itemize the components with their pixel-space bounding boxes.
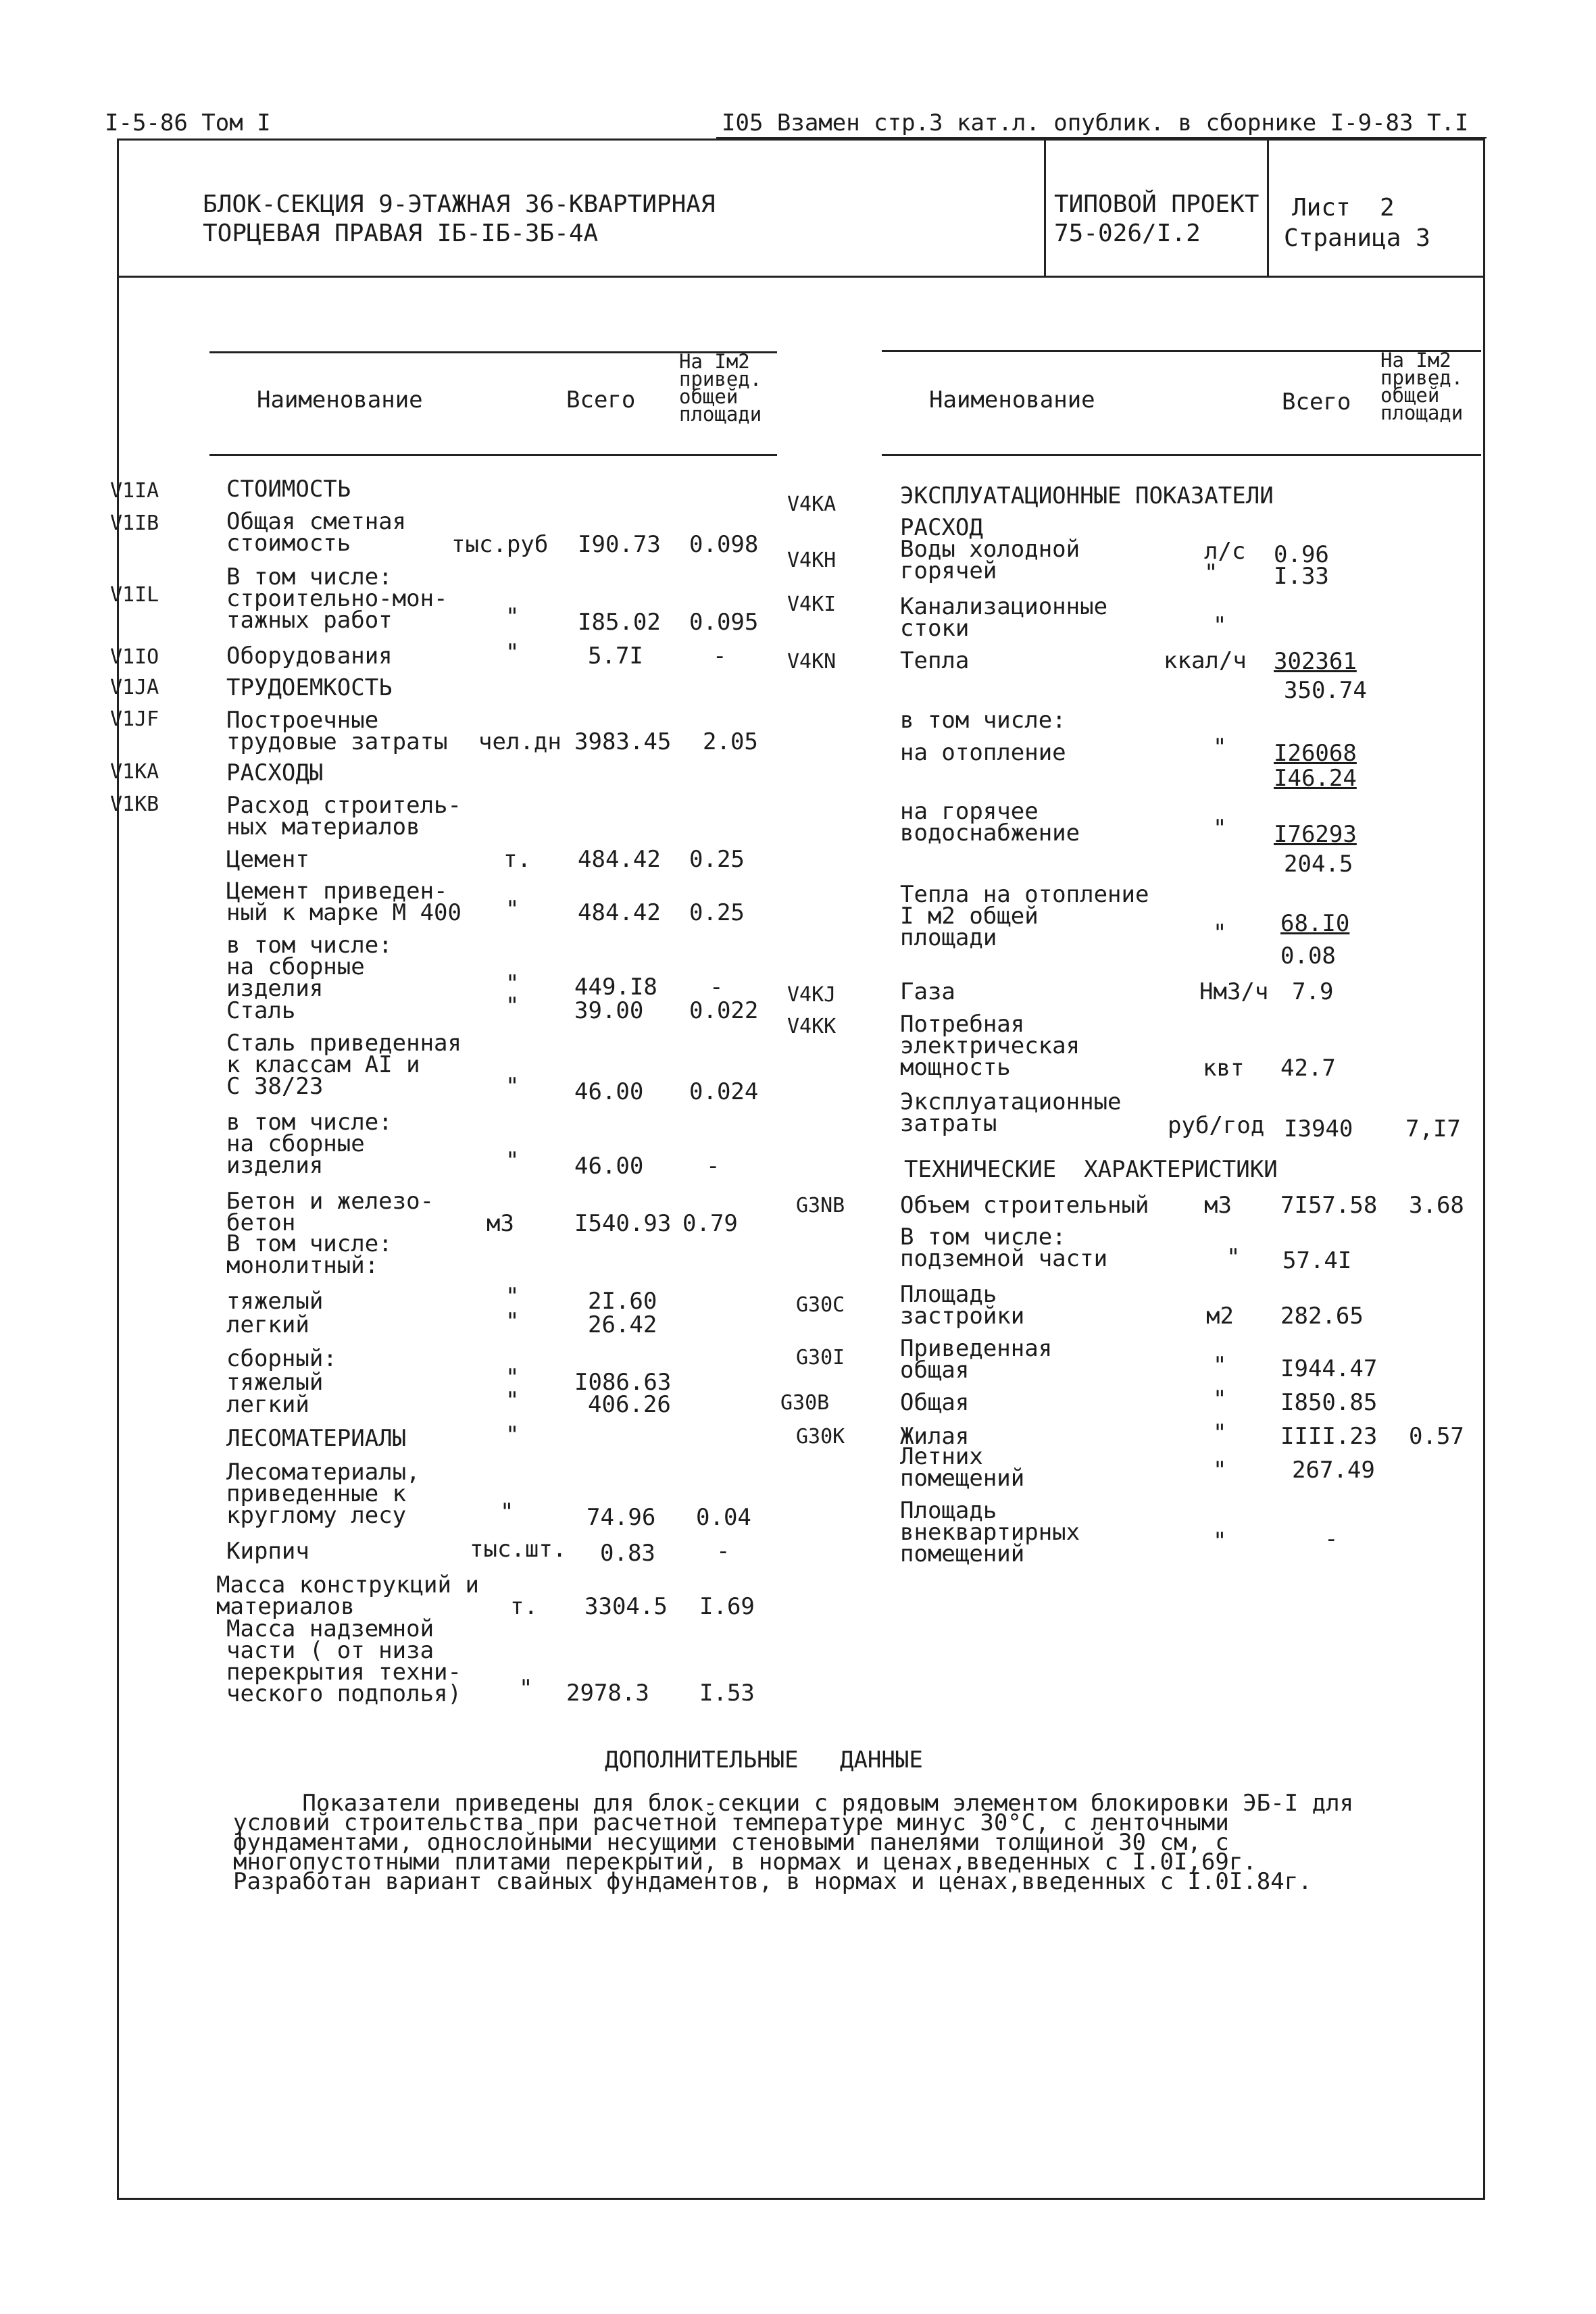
right-row-total: IIII.23 [1280,1423,1378,1450]
right-section-title: ТЕХНИЧЕСКИЕ ХАРАКТЕРИСТИКИ [904,1156,1278,1183]
right-row-total: 42.7 [1280,1055,1336,1082]
right-section-title: ЭКСПЛУАТАЦИОННЫЕ ПОКАЗАТЕЛИ [900,482,1274,509]
right-row-name: Тепла [900,647,970,674]
titleblock-divider-2 [1267,139,1269,277]
page-number: Страница 3 [1284,224,1430,252]
right-row-name: Объем строительный [900,1192,1149,1219]
right-row-total: I850.85 [1280,1389,1378,1416]
row-code: V1KB [110,793,159,816]
sheet-number: Лист 2 [1292,194,1395,222]
left-col-total-header: Всего [566,386,636,413]
right-row-unit: " [1213,920,1227,947]
left-row-total: 2I.60 [588,1288,657,1315]
left-row-name: в том числе: на сборные изделия [226,932,393,1002]
left-row-unit: " [505,1387,520,1414]
right-row-unit: " [1213,1386,1227,1413]
right-col-total-header: Всего [1282,388,1351,416]
row-code: V4KI [787,593,837,616]
left-row-total: 2978.3 [566,1680,649,1707]
row-code: V1JF [110,707,159,731]
right-header-bottom-line [882,454,1481,456]
right-row-name: Площадь застройки [900,1281,1025,1330]
left-row-unit: тыс.руб [451,531,549,558]
right-row-total-per-m2: 350.74 [1284,677,1367,704]
right-row-unit: " [1213,734,1227,761]
row-code: G30C [796,1293,845,1317]
left-row-per: 0.25 [689,846,745,873]
right-row-unit: " [1226,1244,1241,1271]
right-row-per: 3.68 [1409,1192,1464,1219]
left-row-per: 0.095 [689,609,759,636]
left-row-unit: " [505,1147,520,1174]
left-row-name: Цемент приведен- ный к марке М 400 [226,878,462,926]
left-row-total: 484.42 [578,899,661,926]
left-row-name: Масса конструкций и материалов [216,1571,479,1620]
right-row-total-per-m2: 204.5 [1284,851,1353,878]
row-code: V1JA [110,676,159,699]
left-row-name: В том числе: монолитный: [226,1230,393,1279]
left-row-name: Масса надземной части ( от низа перекрытия техни- ческого подполья) [226,1615,462,1707]
right-row-name: РАСХОД Воды холодной горячей [900,514,1080,584]
titleblock-bottom-line [117,276,1483,278]
left-row-total: 3304.5 [584,1593,668,1620]
left-row-per: I.53 [699,1680,755,1707]
row-code: G3NB [796,1194,845,1217]
left-row-total: 39.00 [574,997,644,1024]
block-name-line2: ТОРЦЕВАЯ ПРАВАЯ IБ-IБ-ЗБ-4А [203,220,599,247]
left-col-name-header: Наименование [257,386,423,413]
left-row-per: 0.022 [689,997,759,1024]
titleblock-divider-1 [1044,139,1046,277]
right-row-total: 7.9 [1292,978,1334,1005]
right-row-total: 267.49 [1292,1457,1375,1484]
right-row-name: Жилая [900,1423,970,1450]
right-row-total: I76293 [1274,821,1357,848]
right-row-unit: л/с " [1204,538,1246,586]
left-row-name: в том числе: на сборные изделия [226,1109,393,1179]
additional-data-text: Показатели приведены для блок-секции с рядовым элементом блокировки ЭБ-I для условий строительства при расчетной температуре минус 30°С, с ленточными фундаментами, однослойными несущими стеновыми панелями толщиной 30 см, с многопустотными плитами перекрытий, в нормах и ценах,введенных с I.0I,69г. Разработан вариант свайных фундаментов, в нормах и ценах,введенных с I.0I.84г. [233,1790,1354,1895]
left-row-per: 0.79 [682,1210,738,1237]
left-row-per: - [709,974,724,1001]
right-row-total: I26068 [1274,740,1357,767]
left-row-name: легкий [226,1391,309,1418]
left-row-name: Сталь приведенная к классам АI и С 38/23 [226,1030,462,1100]
left-row-unit: " [505,896,520,923]
right-row-unit: м2 [1206,1303,1234,1330]
right-row-unit: Нм3/ч [1199,978,1269,1005]
right-row-name: Эксплуатационные затраты [900,1088,1122,1137]
row-code: G30B [780,1391,830,1415]
right-row-name: на горячее водоснабжение [900,798,1080,847]
left-row-per: 0.25 [689,899,745,926]
row-code: V4KN [787,650,837,674]
left-row-total: 449.I8 [574,974,657,1001]
row-code: V1IL [110,583,159,607]
left-row-total: 0.83 [600,1540,655,1567]
right-row-name: Газа [900,978,955,1005]
left-row-name: Бетон и железо- бетон [226,1188,434,1236]
row-code: V4KH [787,549,837,572]
left-header-bottom-line [209,454,777,456]
left-row-per: - [716,1538,730,1565]
left-row-name: ЛЕСОМАТЕРИАЛЫ [226,1425,407,1452]
left-row-total: I086.63 [574,1369,672,1396]
right-row-unit: " [1213,1457,1227,1484]
left-row-total: I540.93 [574,1210,672,1237]
right-row-total: 7I57.58 [1280,1192,1378,1219]
left-row-name: тяжелый [226,1369,324,1396]
right-row-total-per-m2: I46.24 [1274,765,1357,792]
row-code: V4KK [787,1015,837,1038]
right-row-name: Площадь внеквартирных помещений [900,1497,1080,1567]
right-row-name: на отопление [900,739,1066,766]
right-row-total: 0.96 I.33 [1274,541,1329,590]
left-row-total: I90.73 [578,531,661,558]
right-row-unit: " [1213,1419,1227,1447]
left-row-unit: " [505,970,520,997]
left-row-name: сборный: [226,1345,337,1372]
left-row-unit: " [505,1422,520,1449]
left-row-name: Построечные трудовые затраты [226,707,448,755]
left-row-name: Лесоматериалы, приведенные к круглому лесу [226,1459,420,1529]
row-code: G30K [796,1425,845,1449]
left-row-unit: " [505,603,520,630]
left-row-total: 5.7I [588,643,643,670]
left-row-name: Цемент [226,846,309,873]
right-row-total: I3940 [1284,1115,1353,1142]
left-row-name: Расход строитель- ных материалов [226,792,462,840]
right-row-unit: " [1213,1352,1227,1379]
right-row-total: 68.I0 [1280,910,1350,937]
right-row-name: Общая [900,1389,970,1416]
project-number: 75-026/I.2 [1054,220,1201,247]
left-row-total: 74.96 [587,1504,656,1531]
left-row-unit: " [505,992,520,1020]
right-row-name: Тепла на отопление I м2 общей площади [900,881,1149,951]
right-row-name: в том числе: [900,707,1066,734]
left-row-per: 0.098 [689,531,759,558]
right-row-name: Приведенная общая [900,1335,1053,1384]
project-label: ТИПОВОЙ ПРОЕКТ [1054,191,1260,218]
right-row-unit: м3 [1204,1192,1232,1219]
left-row-total: 3983.45 [574,728,672,755]
left-row-per: 0.04 [696,1504,751,1531]
right-col-name-header: Наименование [929,386,1095,413]
right-row-unit: ккал/ч [1164,647,1247,674]
left-row-unit: т. [503,846,531,873]
block-name-line1: БЛОК-СЕКЦИЯ 9-ЭТАЖНАЯ 36-КВАРТИРНАЯ [203,191,716,218]
row-code: V1IO [110,645,159,669]
right-row-name: Канализационные стоки [900,593,1108,642]
left-row-per: I.69 [699,1593,755,1620]
left-row-name: ТРУДОЕМКОСТЬ [226,674,393,701]
left-row-name: В том числе: строительно-мон- тажных работ [226,563,448,634]
right-row-name: Потребная электрическая мощность [900,1011,1080,1081]
doc-series-label: I-5-86 Том I [105,109,271,136]
right-row-unit: " [1213,1528,1227,1555]
left-row-total: 484.42 [578,846,661,873]
left-row-total: 406.26 [588,1391,671,1418]
left-row-unit: " [505,1283,520,1310]
row-code: G30I [796,1346,845,1369]
right-row-per: 0.57 [1409,1423,1464,1450]
left-row-unit: м3 [487,1210,514,1237]
right-row-unit: " [1213,815,1227,842]
left-row-unit: " [505,639,520,666]
right-row-total: - [1324,1526,1339,1553]
left-row-per: - [713,643,727,670]
right-row-total: 302361 [1274,648,1357,675]
row-code: V1KA [110,760,159,784]
left-row-per: - [706,1153,720,1180]
left-row-unit: " [505,1308,520,1335]
right-col-per-m2-header: На Iм2 привед. общей площади [1380,349,1464,424]
left-row-total: 26.42 [588,1311,657,1338]
right-row-unit: " [1213,612,1227,639]
row-code: V1IA [110,479,159,503]
left-row-name: тяжелый [226,1288,324,1315]
right-row-total: I944.47 [1280,1355,1378,1382]
left-row-name: Сталь [226,997,296,1024]
right-row-total-per-m2: 0.08 [1280,942,1336,970]
left-row-name: Кирпич [226,1538,309,1565]
right-row-per: 7,I7 [1405,1115,1461,1142]
left-row-unit: чел.дн [478,728,562,755]
left-row-name: Общая сметная стоимость [226,508,407,557]
left-row-per: 2.05 [703,728,758,755]
right-row-unit: квт [1203,1055,1245,1082]
left-col-per-m2-header: На Iм2 привед. общей площади [679,350,762,426]
right-row-name: Летних помещений [900,1443,1025,1492]
replacement-note: I05 Взамен стр.3 кат.л. опублик. в сборнике I-9-83 Т.I [722,109,1469,136]
right-row-total: 57.4I [1282,1247,1352,1274]
left-row-name: СТОИМОСТЬ [226,476,351,503]
row-code: V4KJ [787,983,837,1007]
row-code: V1IB [110,511,159,535]
left-row-unit: " [505,1073,520,1100]
left-row-unit: " [500,1499,514,1526]
left-row-unit: " [505,1364,520,1391]
right-row-total: 282.65 [1280,1303,1364,1330]
left-row-total: 46.00 [574,1153,644,1180]
left-row-unit: " [519,1675,533,1702]
right-row-unit: руб/год [1168,1112,1265,1139]
additional-data-title: ДОПОЛНИТЕЛЬНЫЕ ДАННЫЕ [605,1746,923,1774]
right-row-name: В том числе: подземной части [900,1224,1108,1272]
left-row-unit: т. [510,1593,538,1620]
left-row-name: легкий [226,1311,309,1338]
left-row-name: Оборудования [226,643,393,670]
left-row-per: 0.024 [689,1078,759,1105]
left-row-total: I85.02 [578,609,661,636]
left-row-total: 46.00 [574,1078,644,1105]
left-row-name: РАСХОДЫ [226,759,324,786]
left-row-unit: тыс.шт. [470,1536,567,1563]
row-code: V4KA [787,493,837,516]
